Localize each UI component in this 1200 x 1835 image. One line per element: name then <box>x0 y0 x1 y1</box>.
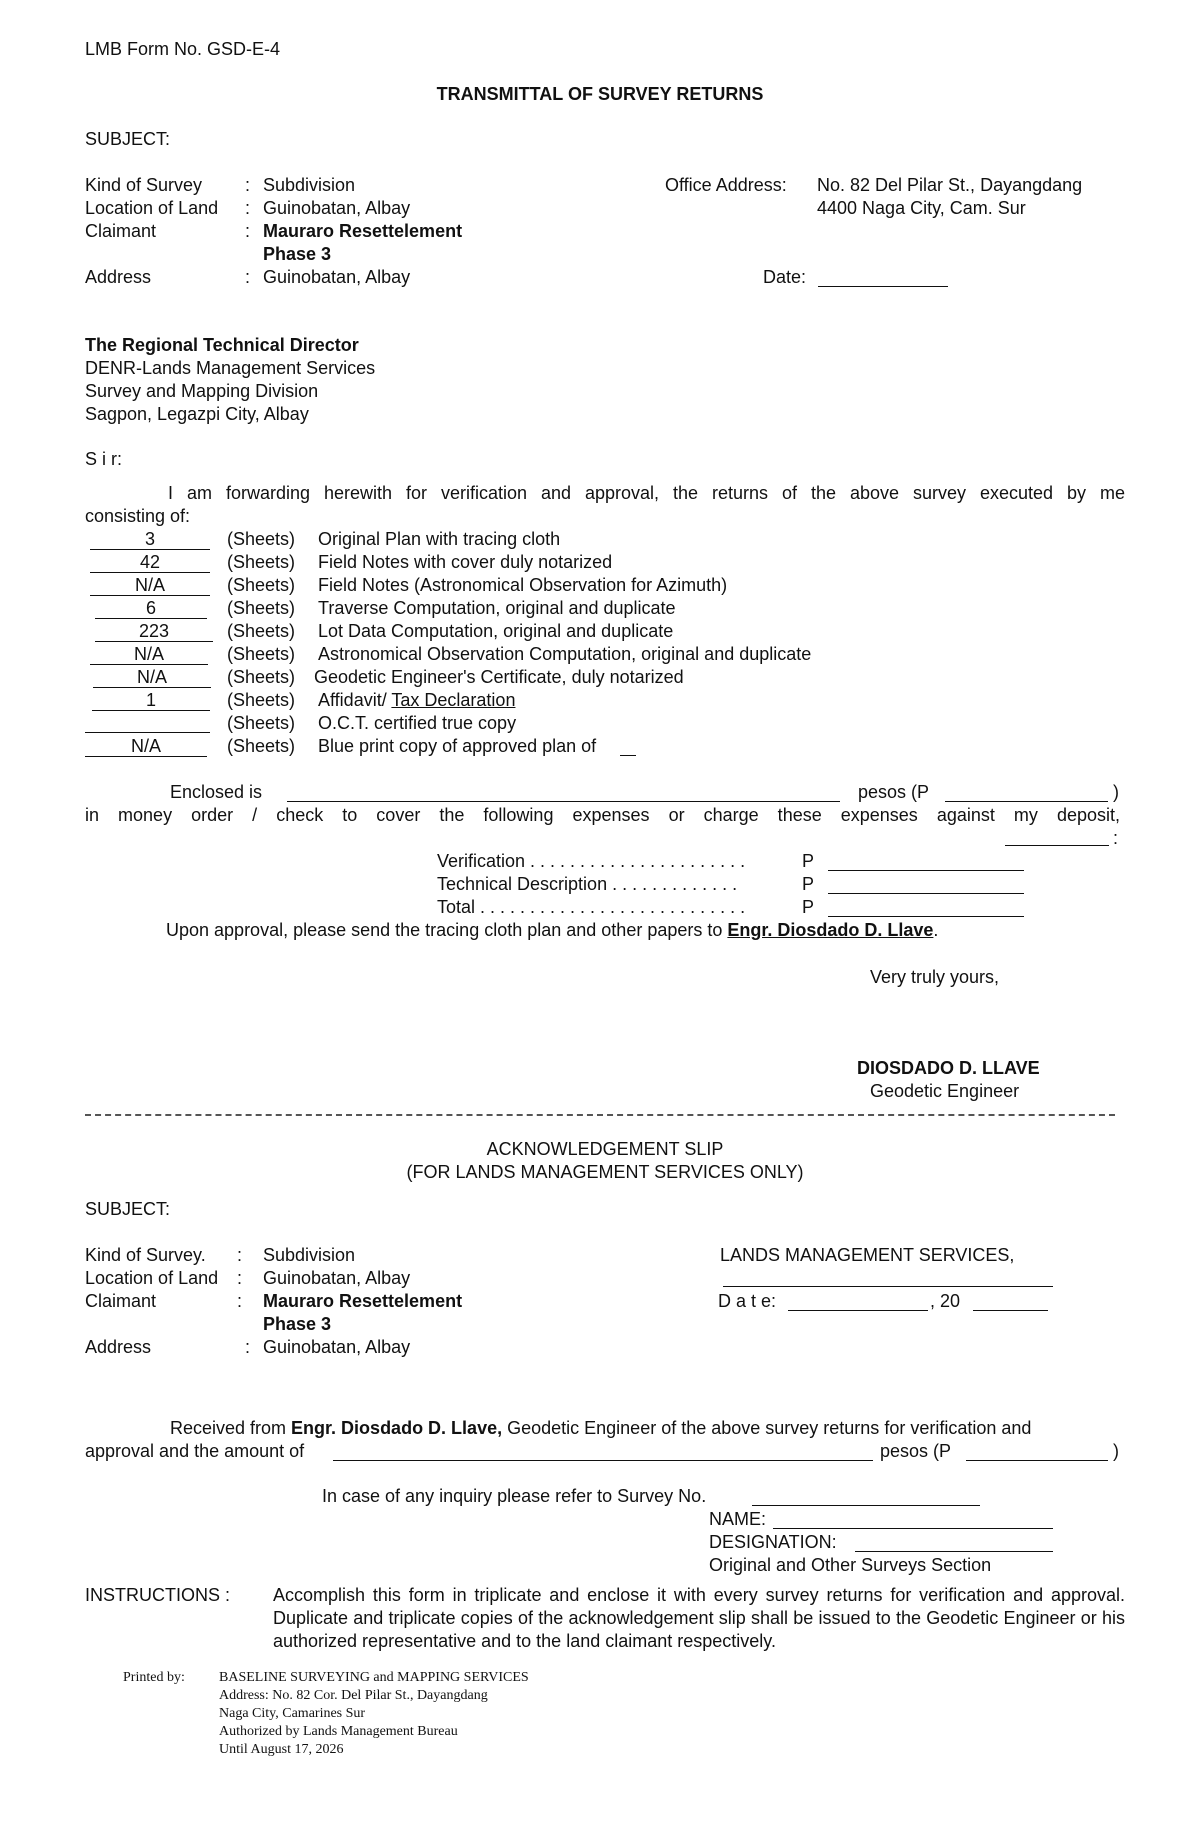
designation-label: DESIGNATION: <box>709 1532 837 1552</box>
inquiry-label: In case of any inquiry please refer to Survey No. <box>322 1486 707 1506</box>
claimant-label: Claimant <box>85 221 157 241</box>
cut-line-divider <box>85 1114 1115 1116</box>
sheet-desc: Field Notes (Astronomical Observation for Azimuth) <box>318 575 728 595</box>
ack-address-value: Guinobatan, Albay <box>263 1337 411 1357</box>
sheet-desc: Lot Data Computation, original and duplicate <box>318 621 674 641</box>
survey-number-field[interactable] <box>752 1505 980 1506</box>
sheet-row <box>95 597 207 619</box>
office-address-line2: 4400 Naga City, Cam. Sur <box>817 198 1026 218</box>
tax-declaration-text: Tax Declaration <box>391 690 516 710</box>
ack-location-label: Location of Land <box>85 1268 219 1288</box>
colon: : <box>237 1291 243 1311</box>
sheet-unit: (Sheets) <box>227 736 296 756</box>
name-field[interactable] <box>773 1528 1053 1529</box>
colon: : <box>245 221 251 241</box>
peso-sign: P <box>802 851 815 871</box>
verification-label: Verification . . . . . . . . . . . . . . . . . . . . . . <box>437 851 746 871</box>
received-text: Received from <box>170 1418 292 1438</box>
approval-amount-label: approval and the amount of <box>85 1441 305 1461</box>
peso-sign: P <box>802 874 815 894</box>
location-label: Location of Land <box>85 198 219 218</box>
claimant-value-line1: Mauraro Resettelement <box>263 221 463 241</box>
peso-sign: P <box>802 897 815 917</box>
verification-amount-field[interactable] <box>828 870 1024 871</box>
office-address-line1: No. 82 Del Pilar St., Dayangdang <box>817 175 1083 195</box>
sheet-unit: (Sheets) <box>227 529 296 549</box>
ack-claimant-line1: Mauraro Resettelement <box>263 1291 463 1311</box>
colon: : <box>237 1268 243 1288</box>
sheet-row <box>90 643 208 665</box>
sheet-row <box>95 620 213 642</box>
addressee-line2: DENR-Lands Management Services <box>85 358 376 378</box>
pesos-amount-field[interactable] <box>945 801 1108 802</box>
office-address-label: Office Address: <box>665 175 787 195</box>
ack-location-value: Guinobatan, Albay <box>263 1268 411 1288</box>
designation-field[interactable] <box>855 1551 1053 1552</box>
colon: : <box>245 267 251 287</box>
affidavit-text: Affidavit/ <box>318 690 392 710</box>
sheet-row <box>90 574 210 596</box>
signatory-title: Geodetic Engineer <box>870 1081 1020 1101</box>
pesos-label: pesos (P <box>858 782 930 802</box>
enclosed-label: Enclosed is <box>170 782 263 802</box>
sheet-unit: (Sheets) <box>227 644 296 664</box>
printer-city: Naga City, Camarines Sur <box>219 1706 366 1721</box>
addressee-title: The Regional Technical Director <box>85 335 359 355</box>
subject-label: SUBJECT: <box>85 129 171 149</box>
sheet-count[interactable]: N/A <box>85 736 207 757</box>
date-field-line[interactable] <box>818 286 948 287</box>
section-name: Original and Other Surveys Section <box>709 1555 992 1575</box>
printer-validity: Until August 17, 2026 <box>219 1742 344 1757</box>
address-value: Guinobatan, Albay <box>263 267 411 287</box>
sheet-unit: (Sheets) <box>227 713 296 733</box>
received-text-suffix: Geodetic Engineer of the above survey returns for verification and <box>502 1418 1032 1438</box>
signatory-name: DIOSDADO D. LLAVE <box>857 1058 1040 1078</box>
technical-amount-field[interactable] <box>828 893 1024 894</box>
sheet-desc: Traverse Computation, original and duplicate <box>318 598 676 618</box>
sheet-unit: (Sheets) <box>227 575 296 595</box>
approval-instruction <box>166 919 938 941</box>
sheet-row <box>90 528 210 550</box>
salutation: S i r: <box>85 449 123 469</box>
lms-signature-field[interactable] <box>723 1286 1053 1287</box>
instructions-text: Accomplish this form in triplicate and enclose it with every survey returns for verification and approval. Duplicate and triplicate copies of the acknowledgement slip shall be issued to the Geodetic Engineer or his authorized representative and to the land claimant respectively. <box>273 1585 1125 1651</box>
closing-phrase: Very truly yours, <box>870 967 1000 987</box>
sheet-desc: Geodetic Engineer's Certificate, duly notarized <box>314 667 684 687</box>
location-value: Guinobatan, Albay <box>263 198 411 218</box>
ack-kind-value: Subdivision <box>263 1245 356 1265</box>
sheet-row <box>93 666 211 688</box>
money-order-line: in money order / check to cover the following expenses or charge these expenses against my deposit, <box>85 805 1120 825</box>
date-label: Date: <box>763 267 807 287</box>
sheet-unit: (Sheets) <box>227 598 296 618</box>
printer-name: BASELINE SURVEYING and MAPPING SERVICES <box>219 1670 529 1685</box>
sheet-desc: Field Notes with cover duly notarized <box>318 552 613 572</box>
addressee-line3: Survey and Mapping Division <box>85 381 319 401</box>
intro-line2: consisting of: <box>85 506 191 526</box>
ack-address-label: Address <box>85 1337 152 1357</box>
close-paren: ) <box>1113 782 1119 802</box>
ack-year-field[interactable] <box>973 1310 1048 1311</box>
lms-label: LANDS MANAGEMENT SERVICES, <box>720 1245 1015 1265</box>
colon: : <box>245 198 251 218</box>
sheet-desc: Astronomical Observation Computation, original and duplicate <box>318 644 812 664</box>
sheet-count[interactable]: 1 <box>92 690 210 711</box>
colon: : <box>1113 828 1119 848</box>
sheet-desc: Blue print copy of approved plan of <box>318 736 597 756</box>
colon: : <box>245 1337 251 1357</box>
enclosed-amount-field[interactable] <box>287 801 840 802</box>
close-paren: ) <box>1113 1441 1119 1461</box>
sheet-desc: O.C.T. certified true copy <box>318 713 517 733</box>
sheet-count[interactable]: 223 <box>95 621 213 642</box>
ack-subject-label: SUBJECT: <box>85 1199 171 1219</box>
ack-claimant-line2: Phase 3 <box>263 1314 332 1334</box>
sheet-unit: (Sheets) <box>227 690 296 710</box>
kind-of-survey-value: Subdivision <box>263 175 356 195</box>
address-label: Address <box>85 267 152 287</box>
sheet-row <box>85 735 207 757</box>
printer-authorization: Authorized by Lands Management Bureau <box>219 1724 458 1739</box>
ack-date-label: D a t e: <box>718 1291 777 1311</box>
ack-title: ACKNOWLEDGEMENT SLIP <box>486 1139 724 1159</box>
instructions-label: INSTRUCTIONS : <box>85 1585 231 1605</box>
form-number: LMB Form No. GSD-E-4 <box>85 39 281 59</box>
technical-description-label: Technical Description . . . . . . . . . . . . . <box>437 874 738 894</box>
received-engineer-name: Engr. Diosdado D. Llave, <box>291 1418 503 1438</box>
sheet-desc <box>318 689 515 711</box>
sheet-row <box>90 551 210 573</box>
ack-year-prefix: , 20 <box>930 1291 961 1311</box>
printed-by-label: Printed by: <box>123 1670 185 1685</box>
sheet-count[interactable]: N/A <box>93 667 211 688</box>
sheet-count[interactable]: 3 <box>90 529 210 550</box>
total-label: Total . . . . . . . . . . . . . . . . . . . . . . . . . . . <box>437 897 746 917</box>
colon: : <box>237 1245 243 1265</box>
sheet-count[interactable]: N/A <box>90 644 208 665</box>
colon: : <box>245 175 251 195</box>
ack-date-field[interactable] <box>788 1310 928 1311</box>
claimant-value-line2: Phase 3 <box>263 244 332 264</box>
ack-pesos-field[interactable] <box>966 1460 1108 1461</box>
ack-claimant-label: Claimant <box>85 1291 157 1311</box>
plan-of-blank[interactable] <box>620 755 636 756</box>
sheet-unit: (Sheets) <box>227 552 296 572</box>
sheet-count[interactable]: 42 <box>90 552 210 573</box>
sheet-desc: Original Plan with tracing cloth <box>318 529 561 549</box>
page-title: TRANSMITTAL OF SURVEY RETURNS <box>436 84 764 104</box>
sheet-count[interactable]: N/A <box>90 575 210 596</box>
total-amount-field[interactable] <box>828 916 1024 917</box>
addressee-line4: Sagpon, Legazpi City, Albay <box>85 404 309 424</box>
name-label: NAME: <box>709 1509 767 1529</box>
approval-text: Upon approval, please send the tracing cloth plan and other papers to <box>166 920 728 940</box>
sheet-unit: (Sheets) <box>227 621 296 641</box>
intro-line1: I am forwarding herewith for verification and approval, the returns of the above survey executed by me <box>168 483 1125 503</box>
kind-of-survey-label: Kind of Survey <box>85 175 203 195</box>
ack-amount-field[interactable] <box>333 1460 873 1461</box>
ack-subtitle: (FOR LANDS MANAGEMENT SERVICES ONLY) <box>406 1162 804 1182</box>
printer-address: Address: No. 82 Cor. Del Pilar St., Dayangdang <box>219 1688 488 1703</box>
sheet-unit: (Sheets) <box>227 667 296 687</box>
sheet-count[interactable] <box>85 712 210 733</box>
sheet-count[interactable]: 6 <box>95 598 207 619</box>
period: . <box>933 920 939 940</box>
sheet-row <box>92 689 210 711</box>
deposit-field[interactable] <box>1005 845 1109 846</box>
engineer-name-link: Engr. Diosdado D. Llave <box>727 920 934 940</box>
ack-kind-label: Kind of Survey. <box>85 1245 206 1265</box>
received-from-line <box>170 1417 1031 1439</box>
ack-pesos-label: pesos (P <box>880 1441 952 1461</box>
